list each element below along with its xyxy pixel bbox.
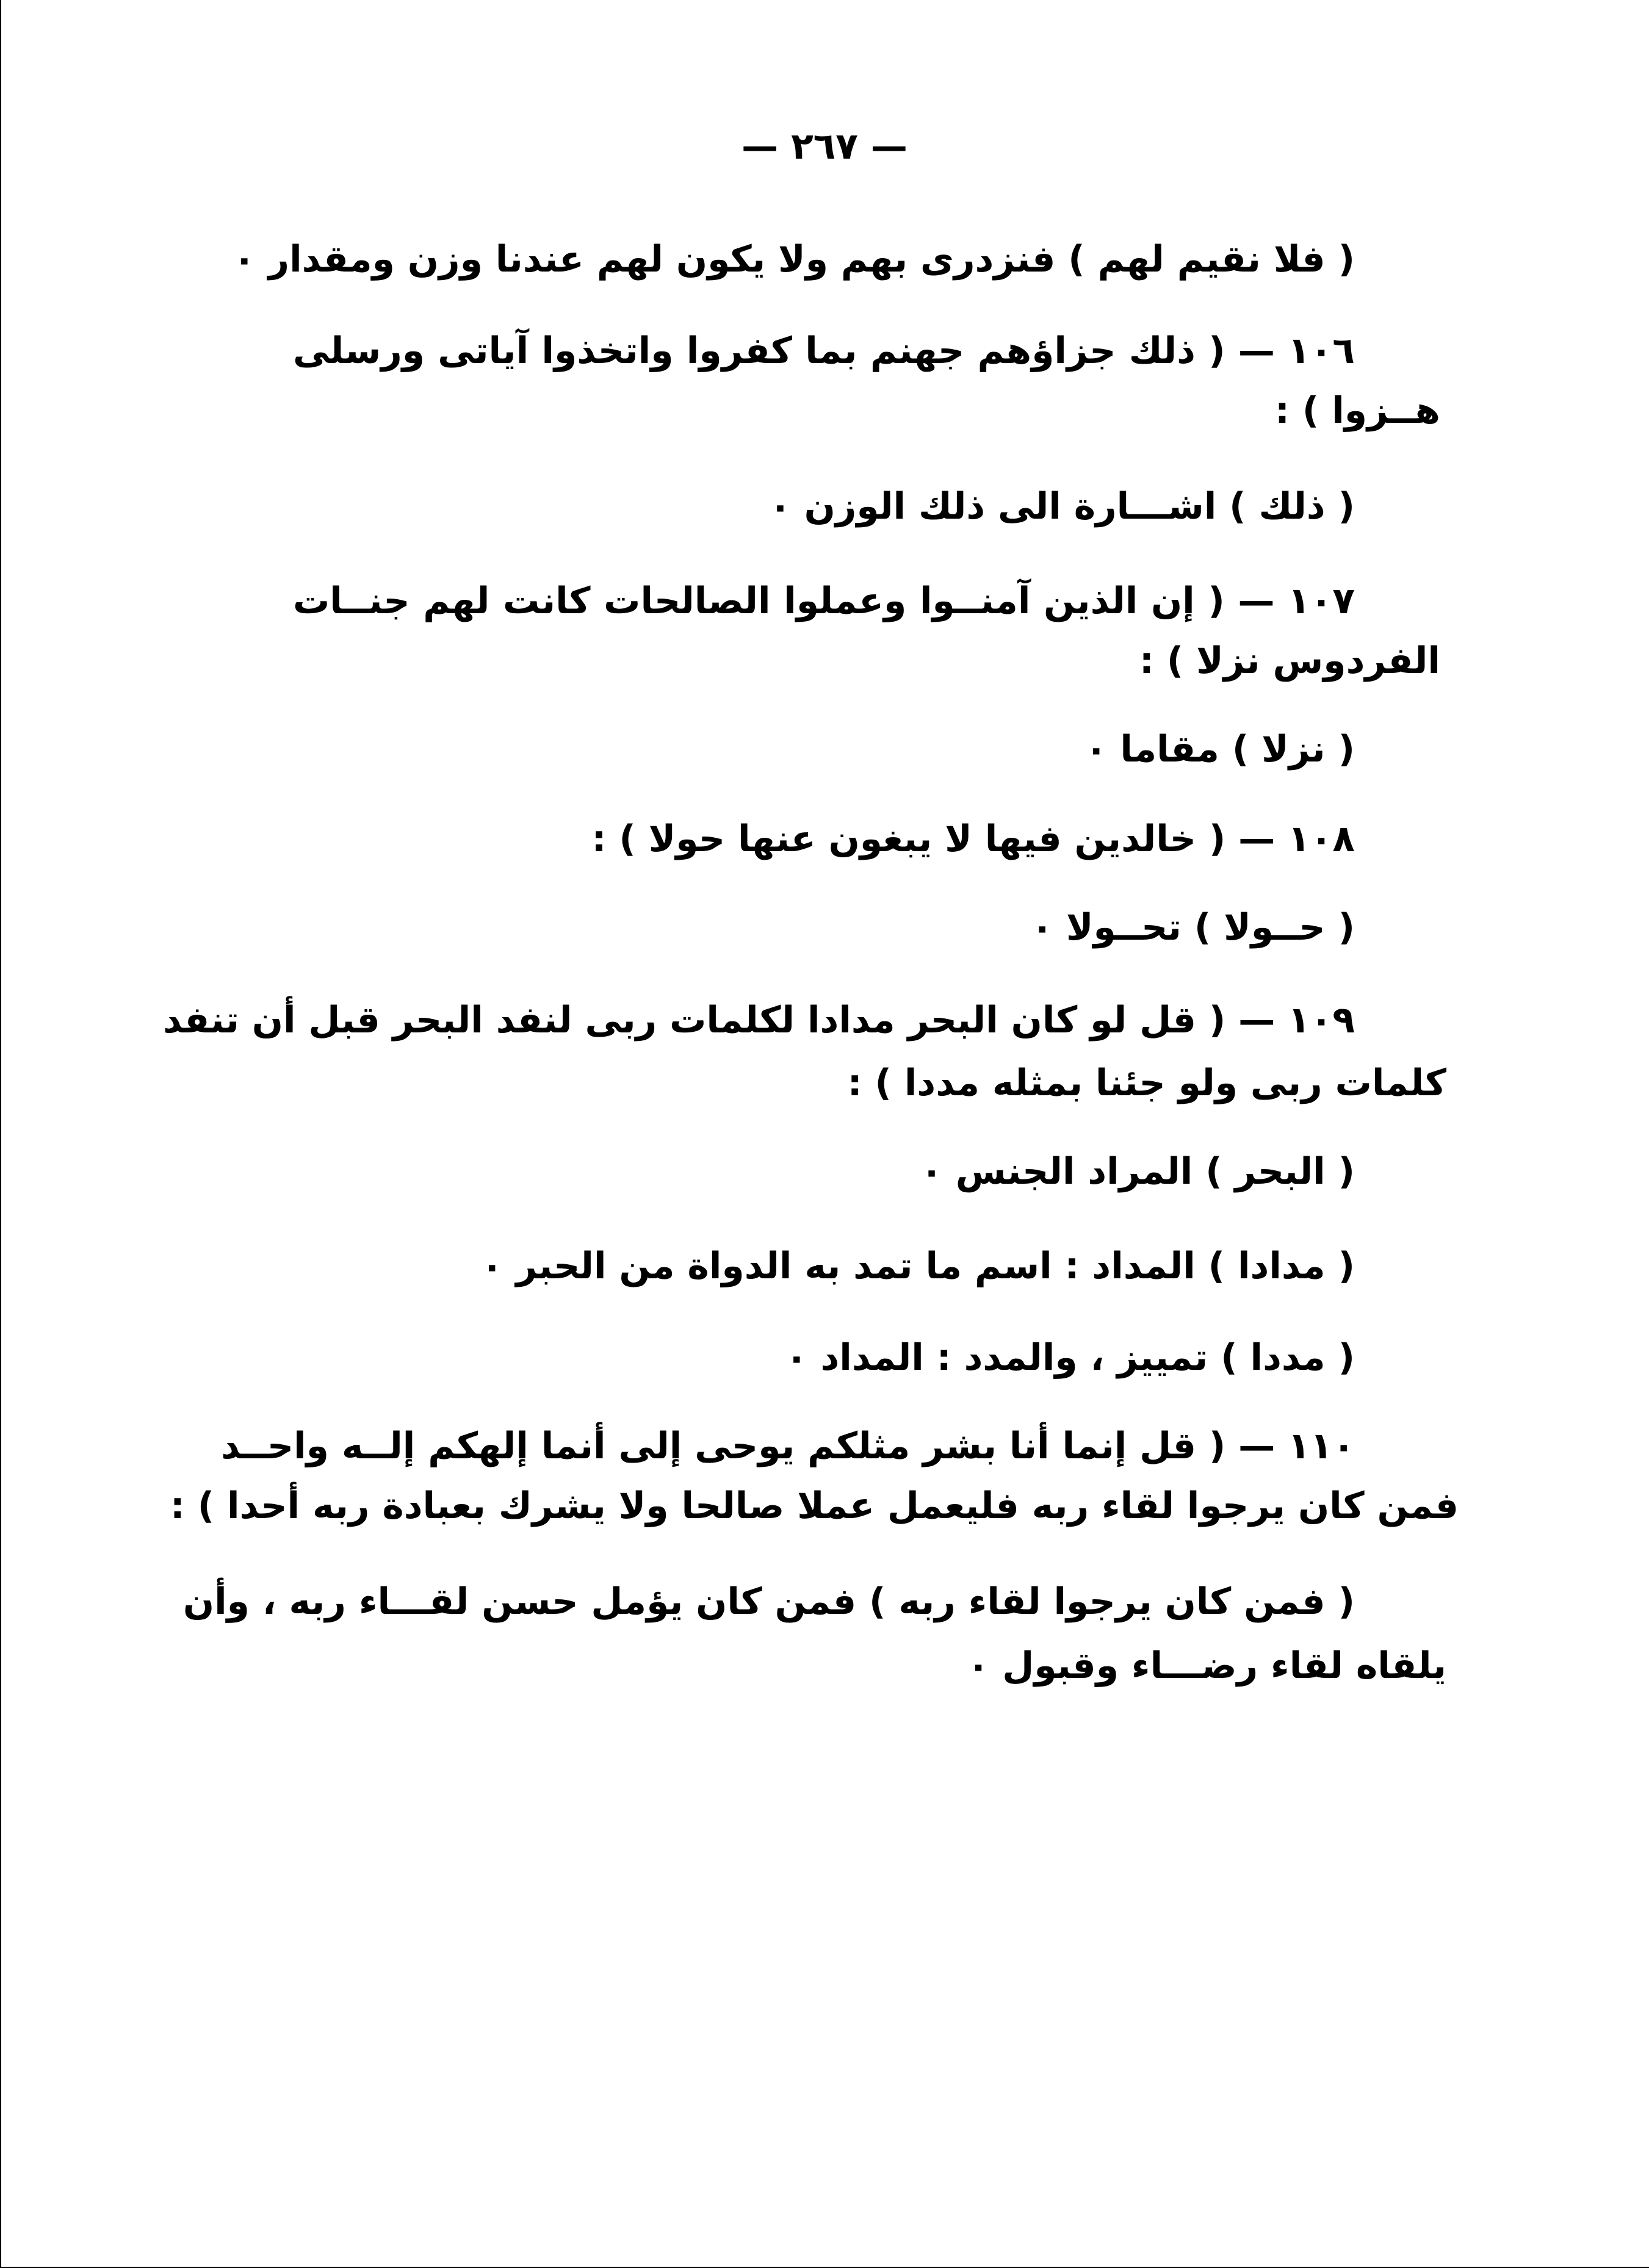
gloss-line: ( نزلا ) مقاما ٠ [1084,728,1355,771]
page-number: — ٢٦٧ — [742,125,907,168]
gloss-line: ( ذلك ) اشـــارة الى ذلك الوزن ٠ [769,485,1355,528]
gloss-line: ( مددا ) تمييز ، والمدد : المداد ٠ [785,1336,1355,1379]
verse-109-line-2: كلمات ربى ولو جئنا بمثله مددا ) : [847,1062,1446,1104]
verse-109-line-1: ١٠٩ — ( قل لو كان البحر مدادا لكلمات ربى لنفد البحر قبل أن تنفد [163,999,1355,1042]
gloss-paragraph-line-2: يلقاه لقاء رضـــاء وقبول ٠ [967,1644,1446,1687]
verse-106-line-1: ١٠٦ — ( ذلك جزاؤهم جهنم بما كفروا واتخذوا آياتى ورسلى [293,329,1355,372]
verse-107-line-2: الفردوس نزلا ) : [1139,639,1440,682]
gloss-line: ( البحر ) المراد الجنس ٠ [920,1150,1355,1193]
gloss-line: ( حــولا ) تحــولا ٠ [1031,906,1355,949]
verse-107-line-1: ١٠٧ — ( إن الذين آمنــوا وعملوا الصالحات كانت لهم جنــات [293,580,1355,622]
verse-110-line-1: ١١٠ — ( قل إنما أنا بشر مثلكم يوحى إلى أنما إلهكم إلــه واحــد [221,1425,1355,1467]
gloss-paragraph-line-1: ( فمن كان يرجوا لقاء ربه ) فمن كان يؤمل حسن لقـــاء ربه ، وأن [182,1580,1355,1623]
text-line: ( فلا نقيم لهم ) فنزدرى بهم ولا يكون لهم عندنا وزن ومقدار ٠ [233,238,1355,281]
gloss-line: ( مدادا ) المداد : اسم ما تمد به الدواة من الحبر ٠ [480,1245,1355,1287]
verse-108-line-1: ١٠٨ — ( خالدين فيها لا يبغون عنها حولا ) : [591,818,1355,860]
verse-106-line-2: هــزوا ) : [1275,389,1440,432]
verse-110-line-2: فمن كان يرجوا لقاء ربه فليعمل عملا صالحا ولا يشرك بعبادة ربه أحدا ) : [170,1485,1459,1527]
